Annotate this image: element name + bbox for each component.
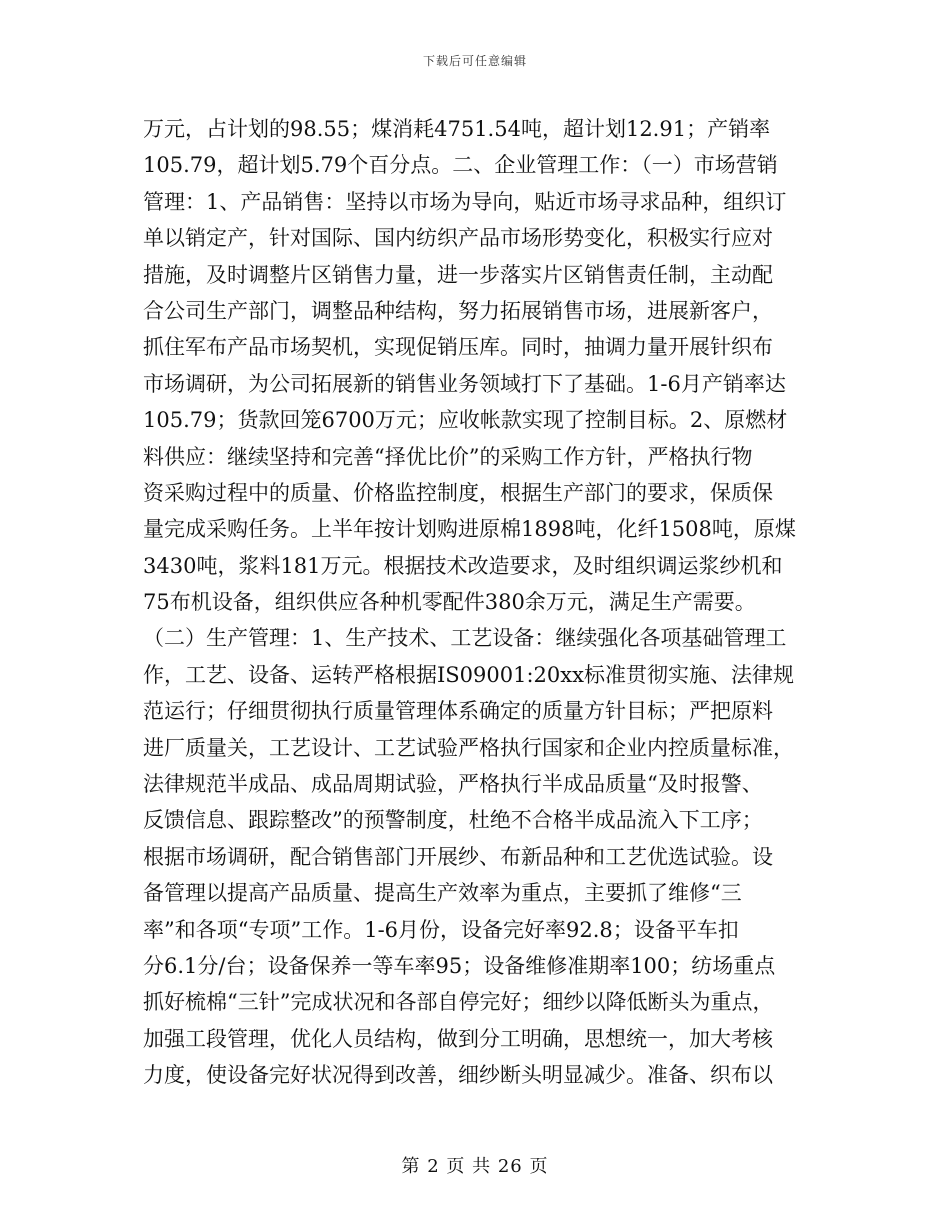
text-line: 分6.1分/台；设备保养一等车率95；设备维修准期率100；纺场重点	[143, 953, 776, 978]
text-line: 管理：1、产品销售：坚持以市场为导向，贴近市场寻求品种，组织订	[143, 189, 787, 214]
page-header: 下载后可任意编辑	[422, 54, 527, 68]
text-line: 市场调研，为公司拓展新的销售业务领域打下了基础。1-6月产销率达	[143, 371, 786, 396]
text-line: 3430吨，浆料181万元。根据技术改造要求，及时组织调运浆纱机和	[143, 553, 783, 578]
text-line: 量完成采购任务。上半年按计划购进原棉1898吨，化纤1508吨，原煤	[143, 517, 796, 542]
text-line: 资采购过程中的质量、价格监控制度，根据生产部门的要求，保质保	[143, 480, 773, 505]
text-line: 进厂质量关，工艺设计、工艺试验严格执行国家和企业内控质量标准，	[143, 735, 794, 760]
text-line: 105.79；货款回笼6700万元；应收帐款实现了控制目标。2、原燃材	[143, 408, 788, 433]
text-line: 料供应：继续坚持和完善“择优比价”的采购工作方针，严格执行物	[143, 444, 753, 469]
text-line: 抓住军布产品市场契机，实现促销压库。同时，抽调力量开展针织布	[143, 335, 773, 360]
text-line: 措施，及时调整片区销售力量，进一步落实片区销售责任制，主动配	[143, 262, 773, 287]
text-line: 75布机设备，组织供应各种机零配件380余万元，满足生产需要。	[143, 590, 756, 615]
text-line: 率”和各项“专项”工作。1-6月份，设备完好率92.8；设备平车扣	[143, 917, 739, 942]
text-line: 抓好梳棉“三针”完成状况和各部自停完好；细纱以降低断头为重点，	[143, 990, 774, 1015]
text-line: 力度，使设备完好状况得到改善，细纱断头明显减少。准备、织布以	[143, 1063, 773, 1088]
text-line: 105.79，超计划5.79个百分点。二、企业管理工作：（一）市场营销	[143, 153, 778, 178]
text-line: 反馈信息、跟踪整改”的预警制度，杜绝不合格半成品流入下工序；	[143, 808, 763, 833]
document-body	[143, 111, 823, 1094]
text-line: 加强工段管理，优化人员结构，做到分工明确，思想统一，加大考核	[143, 1026, 773, 1051]
text-line: （二）生产管理：1、生产技术、工艺设备：继续强化各项基础管理工	[143, 626, 787, 651]
text-line: 根据市场调研，配合销售部门开展纱、布新品种和工艺优选试验。设	[143, 844, 773, 869]
text-line: 合公司生产部门，调整品种结构，努力拓展销售市场，进展新客户，	[143, 298, 773, 323]
text-line: 万元，占计划的98.55；煤消耗4751.54吨，超计划12.91；产销率	[143, 117, 771, 141]
text-line: 备管理以提高产品质量、提高生产效率为重点，主要抓了维修“三	[143, 881, 742, 906]
text-line: 单以销定产，针对国际、国内纺织产品市场形势变化，积极实行应对	[143, 226, 773, 251]
text-line: 范运行；仔细贯彻执行质量管理体系确定的质量方针目标；严把原料	[143, 699, 773, 724]
page-number: 第 2 页 共 26 页	[401, 1156, 549, 1177]
text-line: 法律规范半成品、成品周期试验，严格执行半成品质量“及时报警、	[143, 772, 763, 797]
text-line: 作，工艺、设备、运转严格根据IS09001:20xx标准贯彻实施、法律规	[143, 662, 794, 687]
